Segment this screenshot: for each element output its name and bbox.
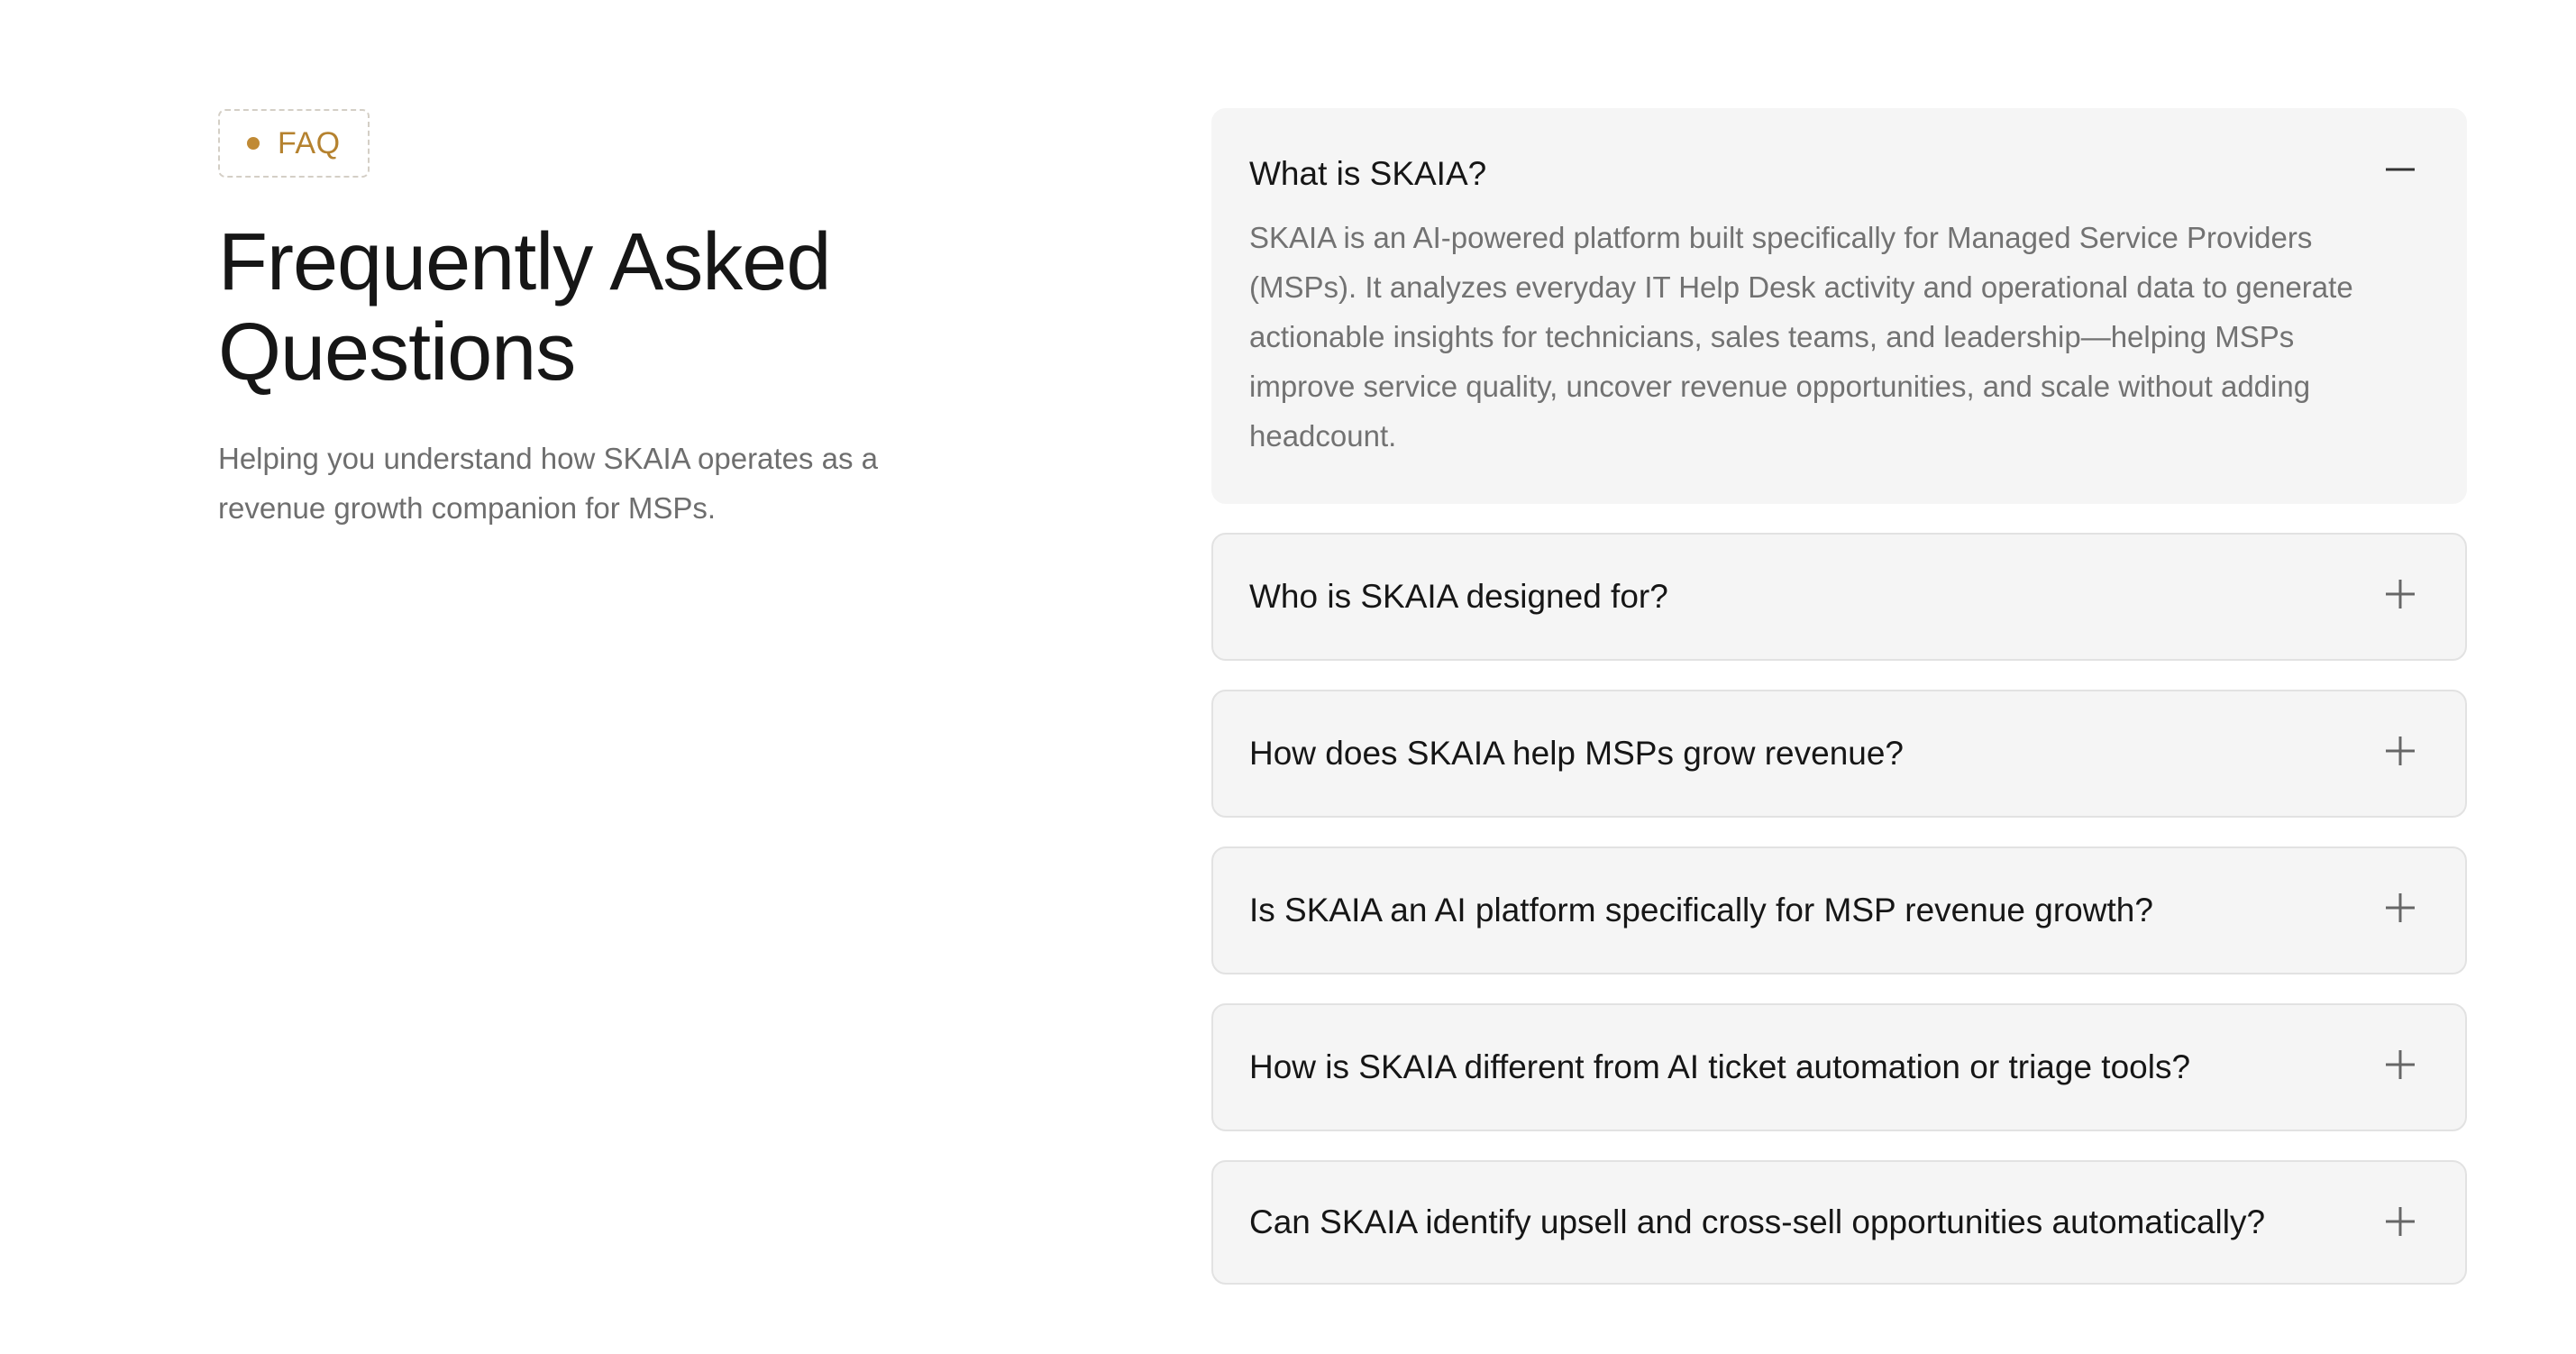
faq-item-what-is-skaia[interactable] [1211,108,2467,504]
minus-icon[interactable] [2384,153,2416,186]
faq-item-upsell-cross-sell[interactable] [1211,1160,2467,1285]
dot-icon [247,137,260,150]
faq-question[interactable]: How is SKAIA different from AI ticket automation or triage tools? [1249,1048,2191,1085]
faq-item-ai-platform[interactable] [1211,846,2467,974]
faq-item-who-is-skaia-for[interactable] [1211,533,2467,661]
page-subtitle: Helping you understand how SKAIA operates as a revenue growth companion for MSPs. [218,442,878,525]
faq-question[interactable]: How does SKAIA help MSPs grow revenue? [1249,735,1904,772]
faq-question[interactable]: Who is SKAIA designed for? [1249,578,1668,615]
plus-icon[interactable] [2384,1205,2416,1238]
plus-icon[interactable] [2384,735,2416,767]
plus-icon[interactable] [2384,1048,2416,1081]
faq-accordion [1211,108,2467,1313]
page-title-line-2: Questions [218,307,576,398]
faq-badge-label: FAQ [278,125,341,160]
page-title [218,217,1029,398]
faq-intro [218,109,1029,533]
faq-question[interactable]: Is SKAIA an AI platform specifically for MSP revenue growth? [1249,892,2153,929]
faq-answer: SKAIA is an AI-powered platform built specifically for Managed Service Providers (MSPs). It analyzes everyday IT Help Desk activity and operational data to generate actionable insights for technicians, sales teams, and leadership—helping MSPs improve service quality, uncover revenue opportunities, and scale without adding headcount. [1249,221,2353,453]
faq-item-different-from-triage[interactable] [1211,1003,2467,1131]
plus-icon[interactable] [2384,892,2416,924]
faq-question[interactable]: Can SKAIA identify upsell and cross-sell opportunities automatically? [1249,1203,2266,1240]
faq-badge [218,109,370,178]
plus-icon[interactable] [2384,578,2416,610]
faq-item-grow-revenue[interactable] [1211,690,2467,818]
faq-question[interactable]: What is SKAIA? [1249,155,1487,192]
page-title-line-1: Frequently Asked [218,217,831,307]
